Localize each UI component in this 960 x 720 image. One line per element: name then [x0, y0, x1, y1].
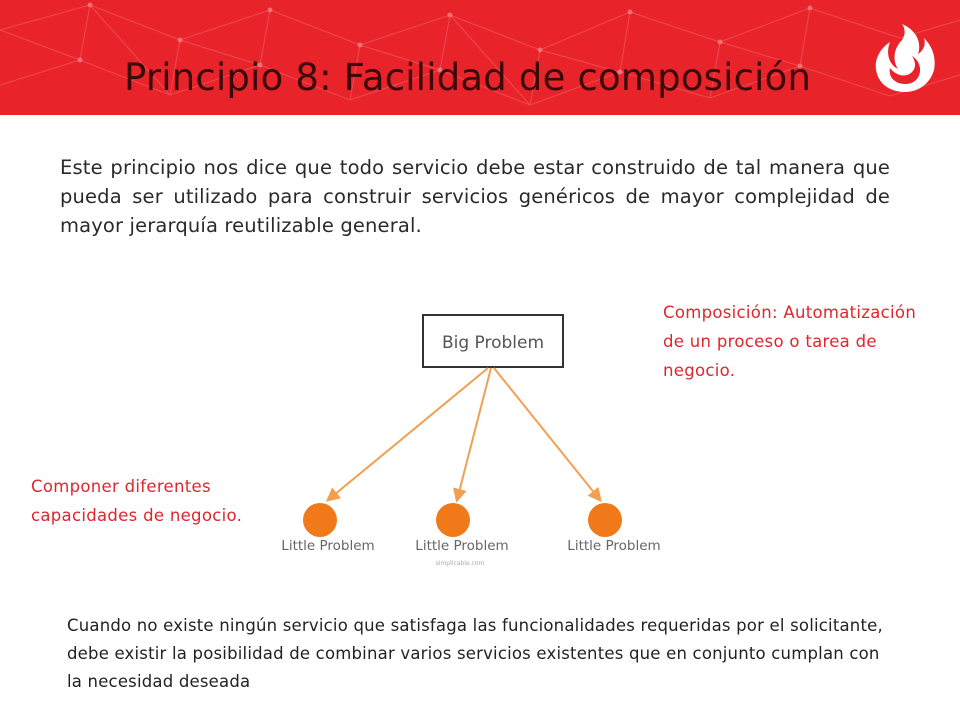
note-line: Componer diferentes	[31, 477, 211, 496]
little-problem-node-1	[303, 503, 337, 537]
note-line: capacidades de negocio.	[31, 506, 243, 525]
slide-title: Principio 8: Facilidad de composición	[124, 56, 812, 99]
flame-logo-icon	[872, 22, 938, 94]
diagram-credit: simplicable.com	[435, 560, 485, 567]
arrow-to-child-2	[457, 368, 491, 500]
little-problem-node-3	[588, 503, 622, 537]
arrow-to-child-1	[328, 368, 488, 500]
note-line: de un proceso o tarea de	[663, 332, 877, 351]
note-line: negocio.	[663, 361, 736, 380]
problem-diagram	[270, 300, 670, 580]
big-problem-label: Big Problem	[441, 333, 545, 353]
note-composicion	[663, 298, 960, 385]
little-problem-label-1: Little Problem	[281, 538, 375, 554]
arrow-to-child-3	[494, 368, 600, 500]
little-problem-label-3: Little Problem	[567, 538, 661, 554]
little-problem-node-2	[436, 503, 470, 537]
title-banner	[0, 0, 960, 115]
little-problem-label-2: Little Problem	[415, 538, 509, 554]
intro-paragraph: Este principio nos dice que todo servicio debe estar construido de tal manera que pueda ser utilizado para construir servicios genéricos de mayor complejidad de mayor jerarquía reutilizable general.	[60, 156, 890, 237]
footer-paragraph: Cuando no existe ningún servicio que satisfaga las funcionalidades requeridas por el solicitante, debe existir la posibilidad de combinar varios servicios existentes que en conjunto cumplan con la necesidad deseada	[67, 616, 883, 691]
note-line: Composición: Automatización	[663, 303, 917, 322]
note-componer	[31, 472, 291, 530]
